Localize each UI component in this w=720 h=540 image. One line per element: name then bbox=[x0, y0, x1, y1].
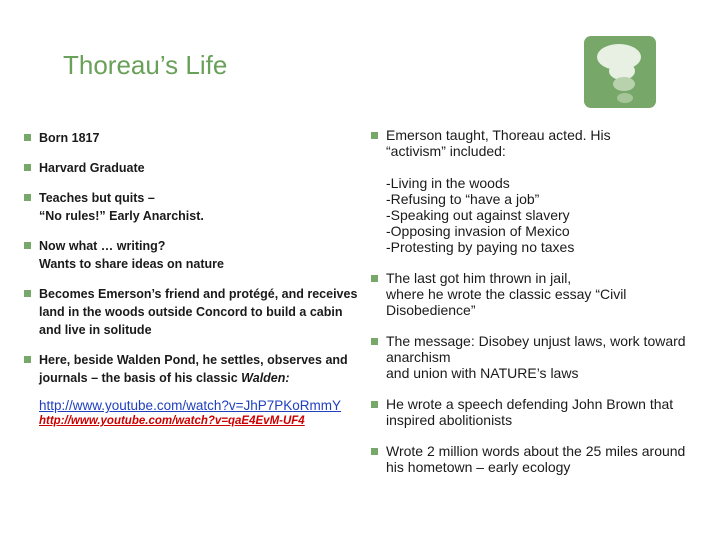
bullet-text: The last got him thrown in jail, bbox=[386, 270, 572, 286]
bullet-text: Now what … writing? bbox=[39, 239, 166, 253]
bullet-square-icon bbox=[24, 194, 31, 201]
list-item bbox=[24, 237, 359, 273]
activism-item: -Protesting by paying no taxes bbox=[386, 239, 575, 255]
bullet-text: “No rules!” Early Anarchist. bbox=[39, 209, 204, 223]
list-item bbox=[24, 351, 359, 429]
bullet-square-icon bbox=[371, 448, 378, 455]
youtube-link-1[interactable]: http://www.youtube.com/watch?v=JhP7PKoRmmY bbox=[39, 398, 342, 413]
list-item bbox=[371, 333, 701, 381]
walden-title: Walden: bbox=[241, 371, 290, 385]
bullet-text: where he wrote the classic essay “Civil Disobedience” bbox=[386, 286, 627, 318]
bullet-square-icon bbox=[24, 164, 31, 171]
list-item bbox=[24, 159, 359, 177]
bullet-text: The message: Disobey unjust laws, work toward anarchism bbox=[386, 333, 686, 365]
bullet-square-icon bbox=[371, 275, 378, 282]
list-item bbox=[24, 129, 359, 147]
video-links bbox=[39, 397, 359, 429]
activism-item: -Speaking out against slavery bbox=[386, 207, 570, 223]
speech-bubbles-graphic bbox=[584, 36, 656, 108]
list-item bbox=[371, 396, 701, 428]
bullet-square-icon bbox=[24, 242, 31, 249]
activism-item: -Living in the woods bbox=[386, 175, 510, 191]
list-item bbox=[371, 127, 701, 255]
bullet-text: and union with NATURE’s laws bbox=[386, 365, 579, 381]
list-item bbox=[371, 270, 701, 318]
bullet-text: Harvard Graduate bbox=[39, 161, 145, 175]
bullet-text: Here, beside Walden Pond, he settles, observes and journals – the basis of his classic bbox=[39, 353, 348, 385]
left-column bbox=[24, 129, 359, 441]
youtube-link-2[interactable]: http://www.youtube.com/watch?v=qaE4EvM-UF4 bbox=[39, 415, 305, 427]
speech-bubbles-icon bbox=[584, 36, 656, 108]
list-item bbox=[24, 285, 359, 339]
bullet-text: Becomes Emerson’s friend and protégé, and receives land in the woods outside Concord to build a cabin and live in solitude bbox=[39, 287, 358, 337]
right-column bbox=[371, 127, 701, 490]
bullet-text: Emerson taught, Thoreau acted. His bbox=[386, 127, 611, 143]
list-item bbox=[371, 443, 701, 475]
bullet-text: Wants to share ideas on nature bbox=[39, 257, 224, 271]
bullet-square-icon bbox=[371, 401, 378, 408]
list-item bbox=[24, 189, 359, 225]
bullet-text: “activism” included: bbox=[386, 143, 506, 159]
slide-title: Thoreau’s Life bbox=[63, 50, 228, 80]
bullet-text: Wrote 2 million words about the 25 miles around his hometown – early ecology bbox=[386, 443, 686, 475]
bullet-text: He wrote a speech defending John Brown that inspired abolitionists bbox=[386, 396, 674, 428]
right-bullet-list bbox=[371, 127, 701, 475]
bullet-square-icon bbox=[24, 290, 31, 297]
activism-list bbox=[386, 175, 701, 255]
bullet-square-icon bbox=[371, 132, 378, 139]
bullet-text: Born 1817 bbox=[39, 131, 100, 145]
bullet-square-icon bbox=[24, 134, 31, 141]
bullet-square-icon bbox=[371, 338, 378, 345]
bullet-text: Teaches but quits – bbox=[39, 191, 155, 205]
activism-item: -Opposing invasion of Mexico bbox=[386, 223, 570, 239]
activism-item: -Refusing to “have a job” bbox=[386, 191, 540, 207]
left-bullet-list bbox=[24, 129, 359, 429]
bullet-square-icon bbox=[24, 356, 31, 363]
